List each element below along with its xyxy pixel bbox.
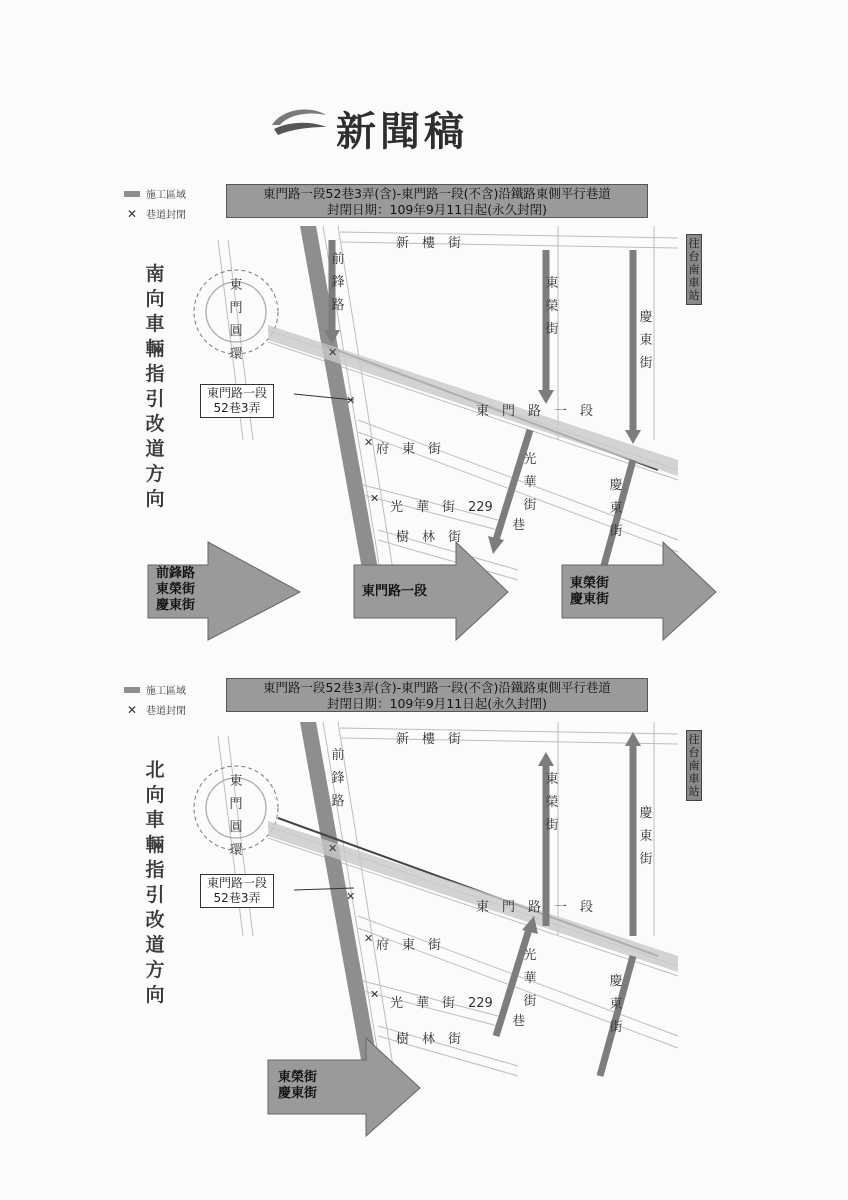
road-guanghua-229: 光 華 街 229 <box>390 500 493 515</box>
road-qingdong-bottom: 慶東街 <box>609 974 623 1035</box>
svg-text:✕: ✕ <box>364 436 374 449</box>
road-qianfeng: 前鋒路 <box>331 748 345 809</box>
logo-icon <box>268 103 330 143</box>
street-map <box>118 676 718 1156</box>
roundabout-label: 東門圓環 <box>229 774 243 858</box>
station-sign: 往台南車站 <box>686 234 702 305</box>
roundabout-label: 東門圓環 <box>229 278 243 362</box>
road-dongmen: 東 門 路 一 段 <box>476 404 594 419</box>
svg-text:✕: ✕ <box>370 492 380 505</box>
legend-closure: ✕ 巷道封閉 <box>124 702 186 717</box>
station-sign: 往台南車站 <box>686 730 702 801</box>
map-panel-southbound <box>118 180 718 660</box>
road-xinlou: 新 樓 街 <box>396 236 462 251</box>
road-dongrong: 東榮街 <box>545 772 559 833</box>
direction-label: 南向車輛指引改道方向 <box>145 263 165 510</box>
closure-banner: 東門路一段52巷3弄(含)-東門路一段(不含)沿鐵路東側平行巷道 封閉日期：109年9月11日起(永久封閉) <box>226 184 648 218</box>
lane-callout: 東門路一段 52巷3弄 <box>200 384 274 418</box>
svg-text:✕: ✕ <box>346 890 356 903</box>
arrow-label-1: 東榮街 慶東街 <box>278 1070 318 1101</box>
arrow-label-3: 東榮街 慶東街 <box>570 576 610 607</box>
arrow-label-2: 東門路一段 <box>362 584 428 599</box>
closure-x-icon: ✕ <box>126 702 138 717</box>
svg-text:✕: ✕ <box>328 346 338 359</box>
road-guanghua-vertical: 光華街 <box>523 452 537 513</box>
arrow-label-1: 前鋒路 東榮街 慶東街 <box>156 566 196 613</box>
road-dongrong: 東榮街 <box>545 276 559 337</box>
road-fudong: 府 東 街 <box>376 938 442 953</box>
lane-callout: 東門路一段 52巷3弄 <box>200 874 274 908</box>
legend-construction: 施工區域 <box>124 186 186 201</box>
road-fudong: 府 東 街 <box>376 442 442 457</box>
road-lane-229: 巷 <box>512 518 526 533</box>
closure-x-icon: ✕ <box>126 206 138 221</box>
svg-text:✕: ✕ <box>328 842 338 855</box>
page-title: 新聞稿 <box>336 108 468 155</box>
road-guanghua-229: 光 華 街 229 <box>390 996 493 1011</box>
road-dongmen: 東 門 路 一 段 <box>476 900 594 915</box>
road-lane-229: 巷 <box>512 1014 526 1029</box>
direction-label: 北向車輛指引改道方向 <box>145 759 165 1006</box>
legend-construction: 施工區域 <box>124 682 186 697</box>
road-qingdong-top: 慶東街 <box>639 806 653 867</box>
road-qianfeng: 前鋒路 <box>331 252 345 313</box>
road-shulin: 樹 林 街 <box>396 1032 462 1047</box>
legend-closure: ✕ 巷道封閉 <box>124 206 186 221</box>
svg-text:✕: ✕ <box>364 932 374 945</box>
svg-text:✕: ✕ <box>370 988 380 1001</box>
svg-text:✕: ✕ <box>346 394 356 407</box>
map-panel-northbound <box>118 676 718 1156</box>
road-qingdong-bottom: 慶東街 <box>609 478 623 539</box>
road-xinlou: 新 樓 街 <box>396 732 462 747</box>
closure-banner: 東門路一段52巷3弄(含)-東門路一段(不含)沿鐵路東側平行巷道 封閉日期：109年9月11日起(永久封閉) <box>226 678 648 712</box>
road-guanghua-vertical: 光華街 <box>523 948 537 1009</box>
road-qingdong-top: 慶東街 <box>639 310 653 371</box>
road-shulin: 樹 林 街 <box>396 530 462 545</box>
